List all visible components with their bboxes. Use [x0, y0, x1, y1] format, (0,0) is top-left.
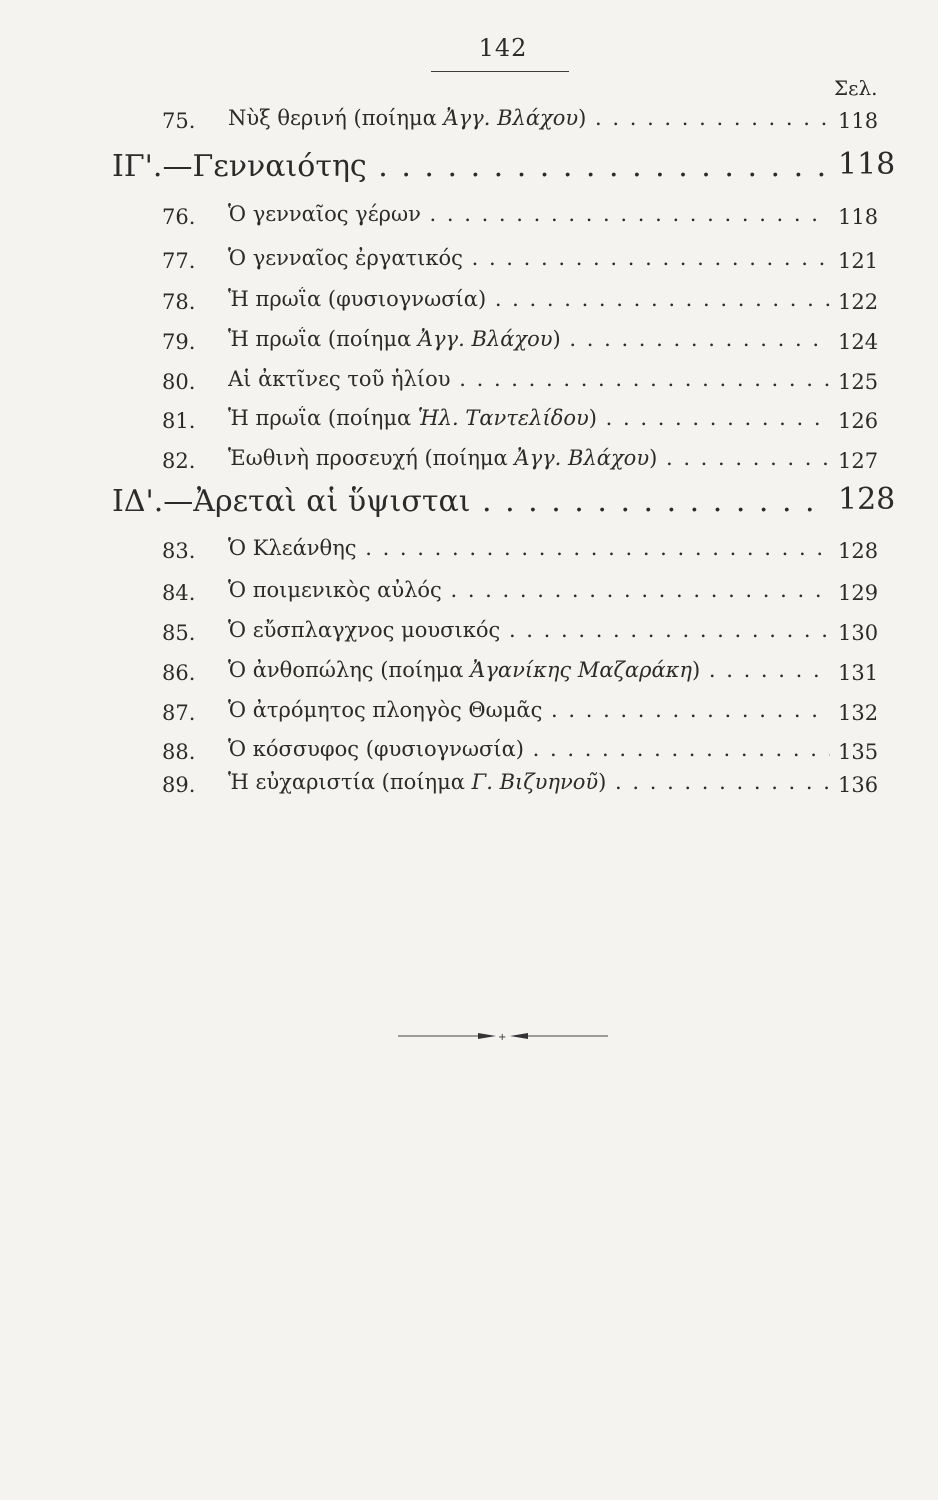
entry-author: Ἀγανίκης Μαζαράκη: [470, 658, 692, 682]
entry-title-end: ): [691, 658, 701, 682]
toc-section-heading: [0, 147, 938, 187]
entry-title-text: Ὁ εὔσπλαγχνος μουσικός: [228, 618, 501, 642]
toc-entry: [0, 106, 938, 140]
entry-author: Γ. Βιζυηνοῦ: [471, 770, 599, 794]
toc-entry: [0, 446, 938, 480]
header-rule: [431, 71, 569, 72]
toc-entry: [0, 698, 938, 732]
entry-title: [228, 770, 830, 802]
entry-number: 86.: [162, 661, 196, 685]
toc-entry: [0, 287, 938, 321]
entry-page-number: 121: [838, 249, 879, 273]
end-ornament: [0, 1027, 938, 1046]
entry-title-text: Ὁ γενναῖος ἐργατικός: [228, 246, 463, 270]
entry-title-text: Ὁ ποιμενικὸς αὐλός: [228, 578, 442, 602]
toc-entry: [0, 618, 938, 652]
entry-title: [228, 287, 830, 319]
entry-number: 87.: [162, 701, 196, 725]
entry-author: Ἀγγ. Βλάχου: [443, 106, 579, 130]
entry-title-text: Ὁ Κλεάνθης: [228, 536, 357, 560]
entry-page-number: 122: [838, 290, 879, 314]
entry-title: [112, 149, 830, 189]
entry-title-end: ): [552, 327, 561, 351]
entry-number: 80.: [162, 370, 196, 394]
page-number: 142: [478, 34, 528, 62]
entry-title: [228, 367, 830, 399]
entry-title: [228, 578, 830, 610]
entry-title: [228, 737, 830, 769]
entry-title: [228, 406, 830, 438]
entry-page-number: 124: [838, 330, 879, 354]
entry-title: [228, 698, 830, 730]
entry-number: 83.: [162, 539, 196, 563]
toc-entry: [0, 658, 938, 692]
ornament-divider-icon: [398, 1030, 608, 1042]
entry-title-text: Ἡ πρωΐα (ποίημα: [228, 406, 418, 430]
entry-title-text: Ἡ πρωΐα (ποίημα: [228, 327, 418, 351]
entry-title-text: Ὁ γενναῖος γέρων: [228, 202, 421, 226]
entry-author: Ἡλ. Ταντελίδου: [417, 406, 589, 430]
entry-number: 81.: [162, 409, 196, 433]
toc-entry: [0, 367, 938, 401]
entry-page-number: 135: [838, 740, 879, 764]
entry-number: 85.: [162, 621, 196, 645]
entry-page-number: 118: [838, 109, 879, 133]
toc-entry: [0, 770, 938, 804]
entry-title-end: ): [588, 406, 597, 430]
entry-title-text: Ἑωθινὴ προσευχή (ποίημα: [228, 446, 515, 470]
entry-page-number: 126: [838, 409, 879, 433]
entry-title-text: Ἡ εὐχαριστία (ποίημα: [228, 770, 472, 794]
entry-title-end: ): [598, 770, 607, 794]
entry-author: Ἀγγ. Βλάχου: [514, 446, 650, 470]
entry-page-number: 118: [838, 147, 896, 182]
entry-title: [228, 618, 830, 650]
toc-entry: [0, 536, 938, 570]
entry-number: 77.: [162, 249, 196, 273]
entry-title-text: ΙΓ'.—Γενναιότης: [112, 149, 367, 184]
entry-number: 78.: [162, 290, 196, 314]
entry-title-end: ): [649, 446, 658, 470]
toc-section-heading: [0, 482, 938, 522]
entry-page-number: 118: [838, 205, 879, 229]
entry-page-number: 128: [838, 539, 879, 563]
toc-entry: [0, 202, 938, 236]
entry-title: [228, 106, 830, 138]
entry-number: 89.: [162, 773, 196, 797]
entry-page-number: 129: [838, 581, 879, 605]
svg-text:+: +: [498, 1032, 507, 1042]
entry-page-number: 125: [838, 370, 879, 394]
entry-page-number: 131: [838, 661, 879, 685]
entry-page-number: 136: [838, 773, 879, 797]
entry-title: [112, 484, 830, 524]
entry-number: 75.: [162, 109, 196, 133]
toc-entry: [0, 246, 938, 280]
entry-page-number: 130: [838, 621, 879, 645]
entry-title-text: ΙΔ'.—Ἀρεταὶ αἱ ὕψισται: [112, 484, 471, 519]
entry-number: 76.: [162, 205, 196, 229]
entry-title: [228, 202, 830, 234]
toc-entry: [0, 327, 938, 361]
entry-title-text: Νὺξ θερινή (ποίημα: [228, 106, 444, 130]
entry-title: [228, 658, 830, 690]
entry-title: [228, 536, 830, 568]
entry-number: 79.: [162, 330, 196, 354]
entry-title-end: ): [578, 106, 587, 130]
entry-page-number: 127: [838, 449, 879, 473]
entry-title-text: Αἱ ἀκτῖνες τοῦ ἡλίου: [228, 367, 451, 391]
entry-number: 82.: [162, 449, 196, 473]
toc-entry: [0, 578, 938, 612]
entry-number: 88.: [162, 740, 196, 764]
entry-title-text: Ὁ ἀτρόμητος πλοηγὸς Θωμᾶς: [228, 698, 543, 722]
entry-title-text: Ὁ ἀνθοπώλης (ποίημα: [228, 658, 471, 682]
entry-title: [228, 446, 830, 478]
entry-title: [228, 327, 830, 359]
toc-entry: [0, 406, 938, 440]
entry-title: [228, 246, 830, 278]
entry-page-number: 128: [838, 482, 896, 517]
entry-title-text: Ἡ πρωΐα (φυσιογνωσία): [228, 287, 487, 311]
entry-page-number: 132: [838, 701, 879, 725]
entry-title-text: Ὁ κόσσυφος (φυσιογνωσία): [228, 737, 524, 761]
entry-number: 84.: [162, 581, 196, 605]
entry-author: Ἀγγ. Βλάχου: [417, 327, 553, 351]
toc-entry: [0, 737, 938, 771]
page-column-label: Σελ.: [834, 76, 878, 100]
